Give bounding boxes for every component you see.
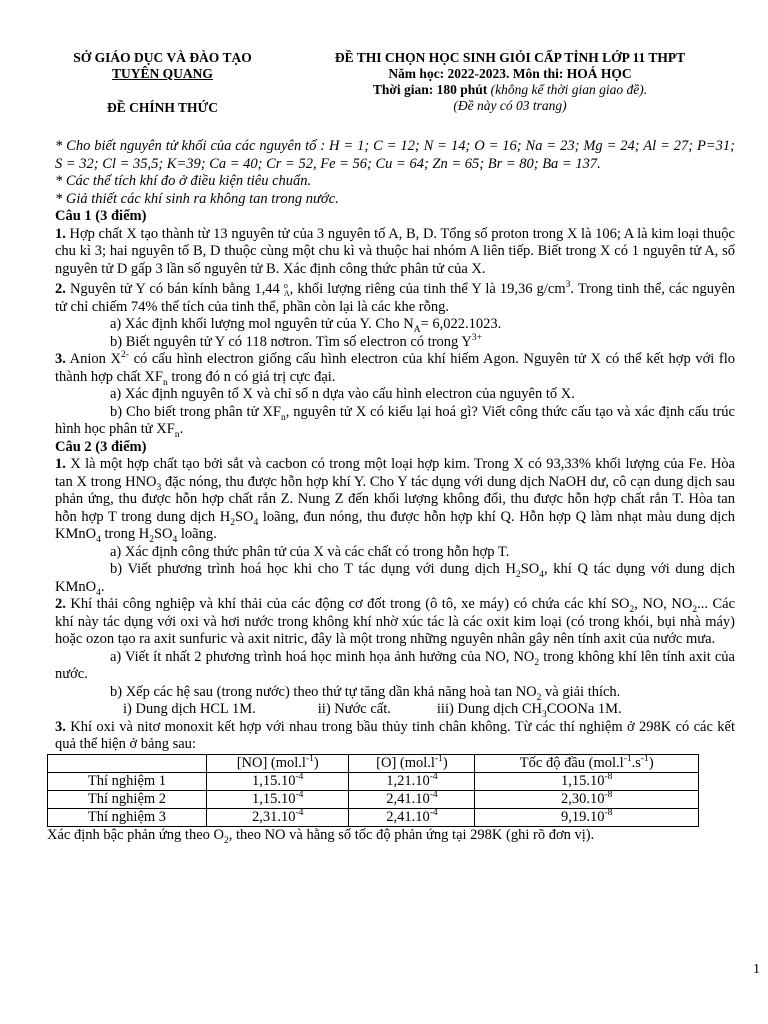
q2-part-3-task: Xác định bậc phản ứng theo $O_2$, theo NO và hằng số tốc độ phản ứng tại 298K (ghi rõ đơn vị). [47, 826, 595, 846]
table-row [48, 790, 699, 808]
row-label: Thí nghiệm 1 [48, 772, 207, 790]
q2-part-1: 1. X là một hợp chất tạo bởi sắt và cacbon có trong một loại hợp kim. Trong X có 93,33% khối lượng của Fe. Hòa tan X trong $HNO_3$ đặc nóng, thu được hỗn hợp khí Y. Cho Y tác dụng với dung dịch NaOH dư, cô cạn dung dịch sau phản ứng, thu được hỗn hợp chất rắn Z. Nung Z đến khối lượng không đổi, thu được hỗn hợp chất rắn T. Hòa tan hỗn hợp T trong dung dịch $H_2SO_4$ loãng, đun nóng, thu được hỗn hợp khí Q. Hỗn hợp Q làm nhạt màu dung dịch KMnO$_4$ trong $H_2SO_4$ loãng. [55, 456, 735, 545]
q2-part-2-options: i) Dung dịch HCL 1M. ii) Nước cất. iii) Dung dịch $CH_3COONa$ 1M. [123, 701, 622, 720]
q1-part-3a: a) Xác định nguyên tố X và chỉ số n dựa vào cấu hình electron của nguyên tố X. [110, 386, 575, 402]
department-name: SỞ GIÁO DỤC VÀ ĐÀO TẠO [73, 50, 252, 65]
gas-volume-note: * Các thể tích khí đo ở điều kiện tiêu chuẩn. [55, 173, 312, 189]
exam-year-subject: Năm học: 2022-2023. Môn thi: HOÁ HỌC [388, 66, 632, 81]
cell-o: $2,41.10^{-4}$ [349, 808, 475, 826]
table-row [48, 772, 699, 790]
official-exam-label: ĐỀ CHÍNH THỨC [106, 100, 218, 115]
cell-o: $2,41.10^{-4}$ [349, 790, 475, 808]
page-count-note: (Đề này có 03 trang) [453, 98, 567, 113]
notes [55, 138, 735, 208]
cell-rate: $9,19.10^{-8}$ [475, 808, 699, 826]
q2-part-1b: b) Viết phương trình hoá học khi cho T tác dụng với dung dịch $H_2SO_4$, khí Q tác dụng với dung dịch KMnO$_4$. [55, 561, 735, 598]
table-header-o: [O] $(mol.l^{-1})$ [349, 754, 475, 772]
question-1-title: Câu 1 (3 điểm) [55, 208, 147, 224]
table-header-no: [NO] $(mol.l^{-1})$ [207, 754, 349, 772]
question-2-title: Câu 2 (3 điểm) [55, 438, 147, 455]
table-header-rate: Tốc độ đầu $(mol.l^{-1}.s^{-1})$ [475, 754, 699, 772]
page-number: 1 [753, 961, 760, 977]
province-name: TUYÊN QUANG [112, 66, 213, 81]
table-header-empty [48, 754, 207, 772]
table-header-row [48, 754, 699, 772]
gas-solubility-note: * Giả thiết các khí sinh ra không tan trong nước. [55, 190, 339, 207]
cell-no: $1,15.10^{-4}$ [207, 790, 349, 808]
row-label: Thí nghiệm 2 [48, 790, 207, 808]
table-row [48, 808, 699, 826]
document-header [55, 50, 735, 130]
cell-rate: $2,30.10^{-8}$ [475, 790, 699, 808]
row-label: Thí nghiệm 3 [48, 808, 207, 826]
cell-o: $1,21.10^{-4}$ [349, 772, 475, 790]
q1-part-2b: b) Biết nguyên tử Y có 118 nơtron. Tìm số electron có trong $Y^{3+}$ [110, 332, 482, 350]
document-page [47, 50, 735, 846]
cell-no: $1,15.10^{-4}$ [207, 772, 349, 790]
angstrom-unit: o A [283, 280, 290, 298]
experiment-table [47, 754, 699, 827]
q1-part-3b: b) Cho biết trong phân tử $XF_n$, nguyên tử X có kiểu lại hoá gì? Viết công thức cấu tạo và xác định cấu trúc hình học phân tử $XF_n$. [55, 403, 735, 440]
q1-part-2: 2. Nguyên tử Y có bán kính bằng 1,44 o A, khối lượng riêng của tinh thể Y là 19,36 $g/cm^3$. Trong tinh thể, các nguyên tử chỉ chiếm 74% thể tích của tinh thể, phần còn lại là các khe rỗng. [55, 280, 735, 315]
q2-part-2b: b) Xếp các hệ sau (trong nước) theo thứ tự tăng dần khả năng hoà $\tan NO_2$ và giải thích. [110, 683, 621, 703]
exam-duration: Thời gian: 180 phút (không kể thời gian giao đề). [372, 82, 648, 97]
q1-part-1: 1. Hợp chất X tạo thành từ 13 nguyên tử của 3 nguyên tố A, B, D. Tổng số proton trong X là 106; A là kim loại thuộc chu kì 3; hai nguyên tố B, D thuộc cùng một chu kì và thuộc hai nhóm A liên tiếp. Biết trong X có 1 nguyên tử A, số nguyên tử D gấp 3 lần số nguyên tử B. Xác định công thức phân tử của X. [55, 225, 735, 277]
q2-part-2a: a) Viết ít nhất 2 phương trình hoá học minh họa ảnh hưởng của NO, $NO_2$ trong không khí lên tính axit của nước. [55, 648, 735, 682]
cell-no: $2,31.10^{-4}$ [207, 808, 349, 826]
q2-part-3: 3. Khí oxi và nitơ monoxit kết hợp với nhau trong bầu thủy tinh chân không. Từ các thí nghiệm ở 298K có các kết quả thể hiện ở bảng sau: [55, 718, 735, 752]
cell-rate: $1,15.10^{-8}$ [475, 772, 699, 790]
atomic-mass-note: * Cho biết nguyên tử khối của các nguyên tố : H = 1; C = 12; N = 14; O = 16; Na = 23; Mg = 24; Al = 27; P=31; S = 32; Cl = 35,5; K=39; Ca = 40; Cr = 52, Fe = 56; Cu = 64; Zn = 65; Br = 80; Ba = 137. [55, 138, 735, 172]
q1-part-2a: a) Xác định khối lượng mol nguyên tử của Y. Cho $N_A= 6,022.1023$. [110, 316, 502, 335]
q2-part-2: 2. Khí thải công nghiệp và khí thải của các động cơ đốt trong (ô tô, xe máy) có chứa các khí $SO_2$, NO, $NO_2$... Các khí này tác dụng với oxi và hơi nước trong không khí nhờ xúc tác là các oxit kim loại (có trong khói, bụi nhà máy) hoặc ozon tạo ra axit sunfuric và axit nitric, đây là một trong những nguyên nhân gây nên tính axit của nước mưa. [55, 596, 735, 647]
q1-part-3: 3. Anion $X^{2-}$ có cấu hình electron giống cấu hình electron của khí hiếm Agon. Nguyên tử X có thể kết hợp với flo thành hợp chất $XF_n$ trong đó n có giá trị cực đại. [55, 350, 735, 388]
exam-title: ĐỀ THI CHỌN HỌC SINH GIỎI CẤP TỈNH LỚP 11 THPT [334, 50, 686, 65]
q2-part-1a: a) Xác định công thức phân tử của X và các chất có trong hỗn hợp T. [110, 543, 510, 560]
